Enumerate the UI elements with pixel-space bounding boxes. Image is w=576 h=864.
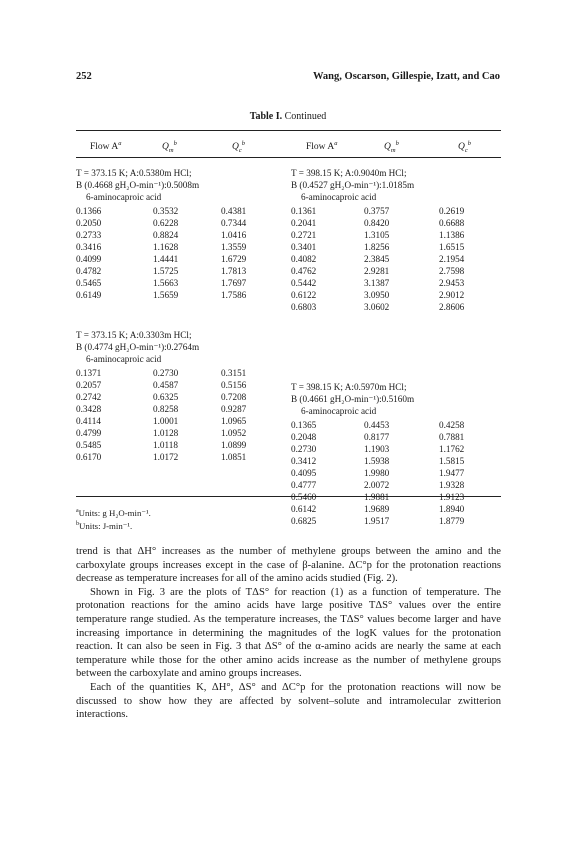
flow-cell: 0.6142 <box>291 504 317 514</box>
qm-cell: 0.8258 <box>153 404 179 414</box>
flow-cell: 0.4099 <box>76 254 102 264</box>
condition-line: B (0.4668 gH₂O-min⁻¹):0.5008m <box>76 180 200 190</box>
condition-line: T = 398.15 K; A:0.9040m HCl; <box>291 168 407 178</box>
qm-cell: 0.3757 <box>364 206 390 216</box>
qc-cell: 0.5156 <box>221 380 247 390</box>
header-qm-right: $Q_m^b$ <box>384 140 399 155</box>
flow-cell: 0.4095 <box>291 468 317 478</box>
table-bottom-rule <box>76 496 501 497</box>
qc-cell: 2.7598 <box>439 266 465 276</box>
qm-cell: 2.0072 <box>364 480 390 490</box>
qc-cell: 2.9012 <box>439 290 465 300</box>
qm-cell: 1.0118 <box>153 440 178 450</box>
condition-line: T = 373.15 K; A:0.5380m HCl; <box>76 168 192 178</box>
flow-cell: 0.2730 <box>291 444 317 454</box>
qm-cell: 3.0602 <box>364 302 390 312</box>
flow-cell: 0.6122 <box>291 290 317 300</box>
condition-line: T = 373.15 K; A:0.3303m HCl; <box>76 330 192 340</box>
qc-cell: 1.7586 <box>221 290 247 300</box>
flow-cell: 0.6170 <box>76 452 102 462</box>
qc-cell: 1.7697 <box>221 278 247 288</box>
qm-cell: 1.1903 <box>364 444 390 454</box>
qc-cell: 2.9453 <box>439 278 465 288</box>
table-label: Table I. <box>249 111 283 122</box>
qm-cell: 0.4453 <box>364 420 390 430</box>
qc-cell: 0.7344 <box>221 218 247 228</box>
flow-cell: 0.1366 <box>76 206 102 216</box>
flow-cell: 0.3412 <box>291 456 317 466</box>
qc-cell: 2.1954 <box>439 254 465 264</box>
flow-cell: 0.3401 <box>291 242 317 252</box>
qm-cell: 1.9517 <box>364 516 390 526</box>
footnote-a: $^a$Units: g H₂O-min⁻¹. <box>76 508 151 518</box>
qm-cell: 1.4441 <box>153 254 179 264</box>
flow-cell: 0.2721 <box>291 230 317 240</box>
qc-cell: 1.1386 <box>439 230 465 240</box>
header-qc-right: $Q_c^b$ <box>458 140 472 155</box>
condition-line: T = 398.15 K; A:0.5970m HCl; <box>291 382 407 392</box>
condition-line: B (0.4527 gH₂O-min⁻¹):1.0185m <box>291 180 415 190</box>
qc-cell: 0.9287 <box>221 404 247 414</box>
qm-cell: 0.6325 <box>153 392 179 402</box>
qm-cell: 1.9980 <box>364 468 390 478</box>
flow-cell: 0.1365 <box>291 420 317 430</box>
flow-cell: 0.2050 <box>76 218 102 228</box>
qm-cell: 3.1387 <box>364 278 390 288</box>
qm-cell: 2.9281 <box>364 266 390 276</box>
flow-cell: 0.6803 <box>291 302 317 312</box>
table-caption <box>0 111 576 122</box>
qc-cell: 1.5815 <box>439 456 465 466</box>
qc-cell: 1.9123 <box>439 492 465 502</box>
qc-cell: 0.7881 <box>439 432 465 442</box>
table-caption-text: Continued <box>284 111 327 122</box>
qm-cell: 2.3845 <box>364 254 390 264</box>
qc-cell: 1.6729 <box>221 254 247 264</box>
flow-cell: 0.2733 <box>76 230 102 240</box>
paragraph-3: Each of the quantities K, ΔH°, ΔS° and ΔC°p for the protonation reactions will now be discussed to show how they are affected by solvent–solute and intramolecular zwitterion interactions. <box>76 681 501 721</box>
qc-cell: 0.4381 <box>221 206 247 216</box>
qm-cell: 1.9881 <box>364 492 390 502</box>
flow-cell: 0.6149 <box>76 290 102 300</box>
header-flow-right: Flow $A^a$ <box>306 140 338 153</box>
paragraph-1: trend is that ΔH° increases as the number of methylene groups between the amino and the carboxylate groups increases except in the case of β-alanine. ΔC°p for the protonation reactions decrease as temperature increases for all of the amino acids studied (Fig. 2). <box>76 546 501 585</box>
qm-cell: 1.5938 <box>364 456 390 466</box>
qc-cell: 1.9477 <box>439 468 465 478</box>
flow-cell: 0.4082 <box>291 254 317 264</box>
qm-cell: 1.5663 <box>153 278 179 288</box>
flow-cell: 0.6825 <box>291 516 317 526</box>
condition-line: 6-aminocaproic acid <box>301 192 377 202</box>
qm-cell: 0.2730 <box>153 368 179 378</box>
qc-cell: 1.8779 <box>439 516 465 526</box>
qc-cell: 1.3559 <box>221 242 247 252</box>
qm-cell: 1.5659 <box>153 290 179 300</box>
qc-cell: 1.8940 <box>439 504 465 514</box>
qm-cell: 0.8420 <box>364 218 390 228</box>
condition-line: 6-aminocaproic acid <box>86 192 162 202</box>
flow-cell: 0.3416 <box>76 242 102 252</box>
condition-line: 6-aminocaproic acid <box>301 406 377 416</box>
qm-cell: 1.1628 <box>153 242 179 252</box>
qm-cell: 1.5725 <box>153 266 179 276</box>
footnote-b: $^b$Units: J-min⁻¹. <box>76 521 133 531</box>
condition-line: B (0.4661 gH₂O-min⁻¹):0.5160m <box>291 394 415 404</box>
header-qm-left: $Q_m^b$ <box>162 140 177 155</box>
flow-cell: 0.4782 <box>76 266 102 276</box>
flow-cell: 0.1371 <box>76 368 102 378</box>
qc-cell: 0.4258 <box>439 420 465 430</box>
flow-cell: 0.4114 <box>76 416 101 426</box>
flow-cell: 0.5442 <box>291 278 317 288</box>
qc-cell: 0.6688 <box>439 218 465 228</box>
qc-cell: 1.0416 <box>221 230 247 240</box>
qm-cell: 1.8256 <box>364 242 390 252</box>
page-number: 252 <box>76 71 92 82</box>
qm-cell: 0.6228 <box>153 218 179 228</box>
header-qc-left: $Q_c^b$ <box>232 140 246 155</box>
qm-cell: 1.0001 <box>153 416 179 426</box>
flow-cell: 0.5465 <box>76 278 102 288</box>
table-top-rule <box>76 130 501 131</box>
flow-cell: 0.1361 <box>291 206 317 216</box>
body-text <box>76 545 501 722</box>
qc-cell: 1.0965 <box>221 416 247 426</box>
qm-cell: 0.3532 <box>153 206 179 216</box>
qc-cell: 1.7813 <box>221 266 247 276</box>
qm-cell: 1.0172 <box>153 452 179 462</box>
flow-cell: 0.4762 <box>291 266 317 276</box>
qc-cell: 1.0899 <box>221 440 247 450</box>
table-header-rule <box>76 157 501 158</box>
qc-cell: 1.0952 <box>221 428 247 438</box>
paragraph-2: Shown in Fig. 3 are the plots of TΔS° for reaction (1) as a function of temperature. The protonation reactions for the amino acids have large positive TΔS° values over the entire temperature range studied. As the temperature increases, the TΔS° values become larger and have increasing importance in determining the magnitudes of the logK values for the protonation reaction. It can also be seen in Fig. 3 that ΔS° of the α-amino acids are nearly the same at each temperature while those for the other amino acids increase as the number of methylene groups between the carboxylate and amino groups increases. <box>76 586 501 680</box>
flow-cell: 0.4777 <box>291 480 317 490</box>
qm-cell: 0.8177 <box>364 432 390 442</box>
qm-cell: 0.8824 <box>153 230 179 240</box>
flow-cell: 0.2048 <box>291 432 317 442</box>
qm-cell: 3.0950 <box>364 290 390 300</box>
qc-cell: 1.9328 <box>439 480 465 490</box>
qm-cell: 1.0128 <box>153 428 179 438</box>
running-head: Wang, Oscarson, Gillespie, Izatt, and Cao <box>313 71 500 82</box>
qm-cell: 0.4587 <box>153 380 179 390</box>
qc-cell: 2.8606 <box>439 302 465 312</box>
flow-cell: 0.2742 <box>76 392 102 402</box>
flow-cell: 0.3428 <box>76 404 102 414</box>
flow-cell: 0.4799 <box>76 428 102 438</box>
qc-cell: 1.0851 <box>221 452 247 462</box>
qc-cell: 0.7208 <box>221 392 247 402</box>
qc-cell: 0.3151 <box>221 368 247 378</box>
qm-cell: 1.9689 <box>364 504 390 514</box>
qc-cell: 0.2619 <box>439 206 465 216</box>
header-flow-left: Flow $A^a$ <box>90 140 122 153</box>
flow-cell: 0.2057 <box>76 380 102 390</box>
qm-cell: 1.3105 <box>364 230 390 240</box>
qc-cell: 1.1762 <box>439 444 465 454</box>
condition-line: 6-aminocaproic acid <box>86 354 162 364</box>
flow-cell: 0.5460 <box>291 492 317 502</box>
flow-cell: 0.2041 <box>291 218 317 228</box>
flow-cell: 0.5485 <box>76 440 102 450</box>
condition-line: B (0.4774 gH₂O-min⁻¹):0.2764m <box>76 342 200 352</box>
qc-cell: 1.6515 <box>439 242 465 252</box>
